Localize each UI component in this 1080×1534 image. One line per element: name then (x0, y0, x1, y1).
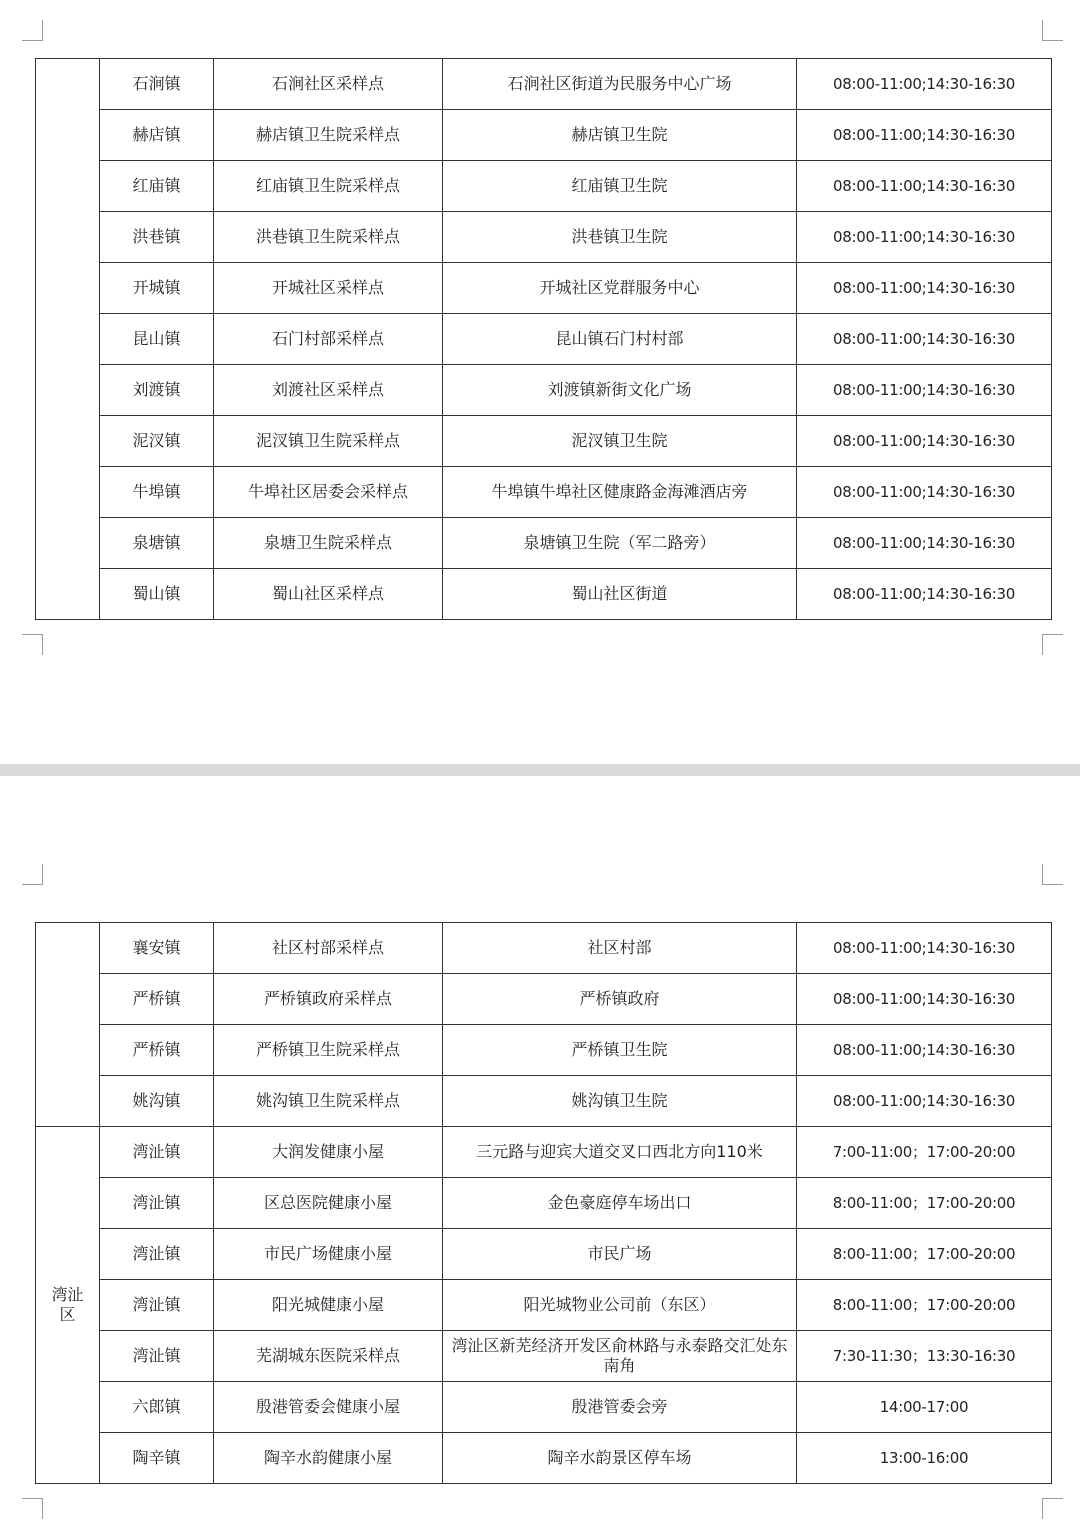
address-cell: 蜀山社区街道 (443, 569, 797, 620)
hours-cell: 08:00-11:00;14:30-16:30 (797, 365, 1052, 416)
hours-cell: 14:00-17:00 (797, 1382, 1052, 1433)
address-cell: 昆山镇石门村村部 (443, 314, 797, 365)
town-cell: 襄安镇 (100, 923, 214, 974)
town-cell: 六郎镇 (100, 1382, 214, 1433)
hours-cell: 08:00-11:00;14:30-16:30 (797, 161, 1052, 212)
town-cell: 石涧镇 (100, 59, 214, 110)
sampling-site-cell: 阳光城健康小屋 (214, 1280, 443, 1331)
town-cell: 湾沚镇 (100, 1280, 214, 1331)
town-cell: 牛埠镇 (100, 467, 214, 518)
address-cell: 开城社区党群服务中心 (443, 263, 797, 314)
hours-cell: 08:00-11:00;14:30-16:30 (797, 314, 1052, 365)
hours-cell: 7:30-11:30；13:30-16:30 (797, 1331, 1052, 1382)
crop-mark-top-right (1042, 20, 1063, 41)
table-row (36, 416, 1052, 467)
crop-mark-top-left (22, 20, 43, 41)
table-row (36, 1178, 1052, 1229)
town-cell: 泉塘镇 (100, 518, 214, 569)
hours-cell: 08:00-11:00;14:30-16:30 (797, 1025, 1052, 1076)
table-row (36, 1127, 1052, 1178)
hours-cell: 7:00-11:00；17:00-20:00 (797, 1127, 1052, 1178)
town-cell: 赫店镇 (100, 110, 214, 161)
town-cell: 湾沚镇 (100, 1178, 214, 1229)
table-row (36, 1433, 1052, 1484)
document-page-1 (0, 0, 1080, 764)
sampling-site-cell: 殷港管委会健康小屋 (214, 1382, 443, 1433)
address-cell: 社区村部 (443, 923, 797, 974)
town-cell: 泥汊镇 (100, 416, 214, 467)
address-cell: 殷港管委会旁 (443, 1382, 797, 1433)
address-cell: 三元路与迎宾大道交叉口西北方向110米 (443, 1127, 797, 1178)
address-cell: 洪巷镇卫生院 (443, 212, 797, 263)
table-row (36, 314, 1052, 365)
town-cell: 刘渡镇 (100, 365, 214, 416)
table-row (36, 974, 1052, 1025)
crop-mark-top-left (22, 864, 43, 885)
table-row (36, 365, 1052, 416)
sampling-site-cell: 姚沟镇卫生院采样点 (214, 1076, 443, 1127)
hours-cell: 08:00-11:00;14:30-16:30 (797, 59, 1052, 110)
address-cell: 严桥镇政府 (443, 974, 797, 1025)
crop-mark-bottom-right (1042, 634, 1063, 655)
hours-cell: 8:00-11:00；17:00-20:00 (797, 1178, 1052, 1229)
sampling-sites-table-page-1 (35, 58, 1052, 620)
town-cell: 严桥镇 (100, 974, 214, 1025)
table-row (36, 1076, 1052, 1127)
hours-cell: 08:00-11:00;14:30-16:30 (797, 569, 1052, 620)
address-cell: 市民广场 (443, 1229, 797, 1280)
address-cell: 泉塘镇卫生院（军二路旁） (443, 518, 797, 569)
region-cell-empty (36, 59, 100, 620)
sampling-site-cell: 赫店镇卫生院采样点 (214, 110, 443, 161)
table-row (36, 1382, 1052, 1433)
hours-cell: 13:00-16:00 (797, 1433, 1052, 1484)
table-row (36, 263, 1052, 314)
crop-mark-bottom-left (22, 634, 43, 655)
hours-cell: 08:00-11:00;14:30-16:30 (797, 416, 1052, 467)
document-page-2 (0, 776, 1080, 1534)
town-cell: 昆山镇 (100, 314, 214, 365)
hours-cell: 08:00-11:00;14:30-16:30 (797, 923, 1052, 974)
hours-cell: 08:00-11:00;14:30-16:30 (797, 212, 1052, 263)
sampling-site-cell: 区总医院健康小屋 (214, 1178, 443, 1229)
address-cell: 赫店镇卫生院 (443, 110, 797, 161)
hours-cell: 08:00-11:00;14:30-16:30 (797, 1076, 1052, 1127)
sampling-site-cell: 开城社区采样点 (214, 263, 443, 314)
sampling-site-cell: 社区村部采样点 (214, 923, 443, 974)
address-cell: 陶辛水韵景区停车场 (443, 1433, 797, 1484)
town-cell: 姚沟镇 (100, 1076, 214, 1127)
address-cell: 阳光城物业公司前（东区） (443, 1280, 797, 1331)
sampling-site-cell: 石涧社区采样点 (214, 59, 443, 110)
town-cell: 湾沚镇 (100, 1229, 214, 1280)
table-row (36, 1331, 1052, 1382)
sampling-site-cell: 大润发健康小屋 (214, 1127, 443, 1178)
region-cell-empty (36, 923, 100, 1127)
hours-cell: 08:00-11:00;14:30-16:30 (797, 467, 1052, 518)
address-cell: 金色豪庭停车场出口 (443, 1178, 797, 1229)
sampling-site-cell: 陶辛水韵健康小屋 (214, 1433, 443, 1484)
sampling-site-cell: 红庙镇卫生院采样点 (214, 161, 443, 212)
address-cell: 石涧社区街道为民服务中心广场 (443, 59, 797, 110)
sampling-site-cell: 蜀山社区采样点 (214, 569, 443, 620)
hours-cell: 08:00-11:00;14:30-16:30 (797, 110, 1052, 161)
address-cell: 严桥镇卫生院 (443, 1025, 797, 1076)
hours-cell: 08:00-11:00;14:30-16:30 (797, 263, 1052, 314)
crop-mark-bottom-right (1042, 1498, 1063, 1519)
town-cell: 湾沚镇 (100, 1127, 214, 1178)
sampling-site-cell: 泥汊镇卫生院采样点 (214, 416, 443, 467)
address-cell: 红庙镇卫生院 (443, 161, 797, 212)
sampling-site-cell: 洪巷镇卫生院采样点 (214, 212, 443, 263)
table-row (36, 467, 1052, 518)
table-row (36, 569, 1052, 620)
crop-mark-top-right (1042, 864, 1063, 885)
hours-cell: 8:00-11:00；17:00-20:00 (797, 1280, 1052, 1331)
table-row (36, 1229, 1052, 1280)
sampling-site-cell: 严桥镇卫生院采样点 (214, 1025, 443, 1076)
town-cell: 蜀山镇 (100, 569, 214, 620)
sampling-site-cell: 石门村部采样点 (214, 314, 443, 365)
address-cell: 牛埠镇牛埠社区健康路金海滩酒店旁 (443, 467, 797, 518)
town-cell: 开城镇 (100, 263, 214, 314)
table-row (36, 161, 1052, 212)
sampling-site-cell: 刘渡社区采样点 (214, 365, 443, 416)
town-cell: 洪巷镇 (100, 212, 214, 263)
sampling-site-cell: 泉塘卫生院采样点 (214, 518, 443, 569)
table-row (36, 212, 1052, 263)
region-cell: 湾沚区 (36, 1127, 100, 1484)
sampling-site-cell: 严桥镇政府采样点 (214, 974, 443, 1025)
address-cell: 姚沟镇卫生院 (443, 1076, 797, 1127)
hours-cell: 08:00-11:00;14:30-16:30 (797, 518, 1052, 569)
town-cell: 红庙镇 (100, 161, 214, 212)
page-separator (0, 764, 1080, 776)
sampling-site-cell: 芜湖城东医院采样点 (214, 1331, 443, 1382)
table-row (36, 518, 1052, 569)
address-cell: 泥汊镇卫生院 (443, 416, 797, 467)
sampling-site-cell: 牛埠社区居委会采样点 (214, 467, 443, 518)
hours-cell: 8:00-11:00；17:00-20:00 (797, 1229, 1052, 1280)
town-cell: 陶辛镇 (100, 1433, 214, 1484)
table-row (36, 110, 1052, 161)
hours-cell: 08:00-11:00;14:30-16:30 (797, 974, 1052, 1025)
address-cell: 刘渡镇新街文化广场 (443, 365, 797, 416)
sampling-site-cell: 市民广场健康小屋 (214, 1229, 443, 1280)
sampling-sites-table-page-2 (35, 922, 1052, 1484)
table-row (36, 923, 1052, 974)
crop-mark-bottom-left (22, 1498, 43, 1519)
town-cell: 严桥镇 (100, 1025, 214, 1076)
address-cell: 湾沚区新芜经济开发区俞林路与永泰路交汇处东南角 (443, 1331, 797, 1382)
table-row (36, 1280, 1052, 1331)
table-row (36, 1025, 1052, 1076)
town-cell: 湾沚镇 (100, 1331, 214, 1382)
table-row (36, 59, 1052, 110)
